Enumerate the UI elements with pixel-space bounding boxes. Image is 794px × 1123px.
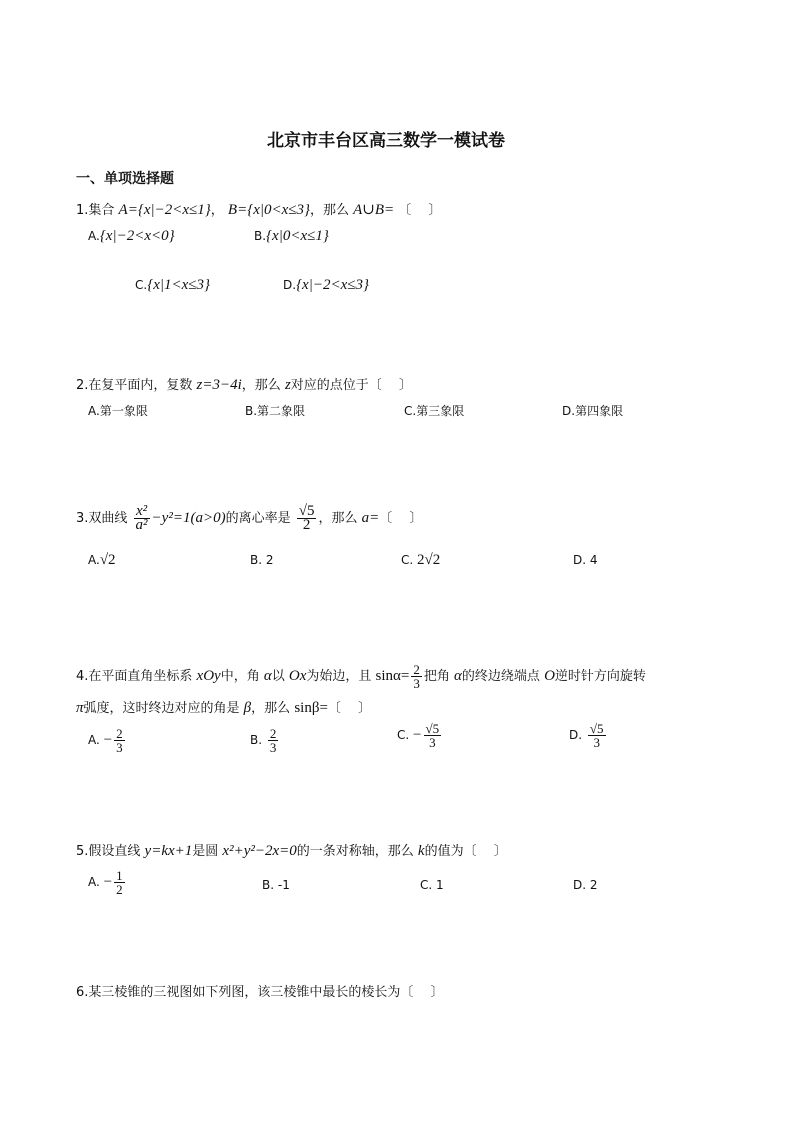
q4-text-f: 逆时针方向旋转 <box>554 669 646 684</box>
option-label: D. <box>562 404 576 418</box>
q3-option-b[interactable] <box>250 551 274 569</box>
fraction-numerator: √5 <box>425 721 440 736</box>
q3-option-c[interactable] <box>401 551 440 569</box>
option-text: {x|0<x≤1} <box>266 228 329 244</box>
q3-then: ，那么 <box>318 511 358 526</box>
q3-option-d[interactable] <box>573 551 598 569</box>
q5-option-a[interactable] <box>88 869 127 896</box>
q1-sep: ， <box>210 203 224 218</box>
q4-xoy: xOy <box>196 668 221 684</box>
fraction-numerator: √5 <box>298 503 315 519</box>
option-label: B. <box>254 229 267 243</box>
q1-set-a: A={x|−2<x≤1} <box>118 202 211 218</box>
fraction-numerator: 2 <box>269 726 277 741</box>
question-4-stem-line2 <box>76 699 371 718</box>
q1-option-d[interactable] <box>283 276 369 294</box>
q1-option-a[interactable] <box>88 227 175 245</box>
q5-var: k <box>417 843 425 859</box>
option-label: C. <box>420 878 433 892</box>
fraction-denominator: 3 <box>413 676 420 691</box>
q4-sinb: sinβ= <box>294 700 328 716</box>
option-text: 2 <box>265 553 274 567</box>
q3-expr: −y²=1(a>0) <box>151 510 226 526</box>
q4-text-c: 为始边，且 <box>306 669 372 684</box>
fraction-numerator: 2 <box>116 726 123 741</box>
question-1-stem <box>76 201 441 220</box>
fraction-denominator: a² <box>135 517 148 533</box>
q4-line2: 弧度，这时终边对应的角是 <box>83 701 240 716</box>
option-label: B. <box>262 878 275 892</box>
q3-option-a[interactable] <box>88 551 116 569</box>
q1-then: ，那么 <box>309 203 349 218</box>
q5-mid: 是圆 <box>192 844 219 859</box>
option-text: -1 <box>277 878 290 892</box>
q4-option-a[interactable] <box>88 727 127 754</box>
option-text: 第二象限 <box>257 404 306 418</box>
option-text: {x|−2<x≤3} <box>296 277 369 293</box>
q4-text-b: 以 <box>271 669 285 684</box>
option-sign: − <box>103 874 113 890</box>
option-label: B. <box>250 553 263 567</box>
q5-option-b[interactable] <box>262 876 290 894</box>
option-label: D. <box>569 728 583 742</box>
q3-mid: 的离心率是 <box>225 511 291 526</box>
option-fraction <box>114 727 125 754</box>
q4-sin-fraction <box>411 663 422 690</box>
option-label: C. <box>397 728 410 742</box>
option-text: 4 <box>589 553 598 567</box>
q4-pi: π <box>76 700 84 716</box>
fraction-denominator: 2 <box>116 882 123 897</box>
q4-option-d[interactable] <box>569 722 608 749</box>
option-label: A. <box>88 733 100 747</box>
fraction-numerator: 2 <box>413 662 420 677</box>
q5-suffix: 的值为〔 〕 <box>424 844 507 859</box>
option-fraction <box>588 722 606 749</box>
option-text: 第一象限 <box>99 404 148 418</box>
q1-option-b[interactable] <box>254 227 329 245</box>
q3-fraction <box>134 505 150 532</box>
q1-paren: 〔 〕 <box>398 203 442 218</box>
q2-expr: z=3−4i <box>196 377 242 393</box>
option-text: {x|−2<x<0} <box>99 228 175 244</box>
q3-paren: 〔 〕 <box>379 511 423 526</box>
q3-prefix: 3.双曲线 <box>76 511 128 526</box>
q2-suffix: 对应的点位于〔 〕 <box>290 378 412 393</box>
fraction-numerator: x² <box>134 505 150 519</box>
option-label: C. <box>404 404 417 418</box>
fraction-denominator: 3 <box>593 735 600 750</box>
q1-expr: A∪B= <box>353 202 395 218</box>
option-label: D. <box>573 553 587 567</box>
q4-option-c[interactable] <box>397 722 443 749</box>
option-label: D. <box>573 878 587 892</box>
q5-line: y=kx+1 <box>144 843 193 859</box>
q2-option-d[interactable] <box>562 402 623 420</box>
q4-sin: sinα= <box>375 668 410 684</box>
q5-prefix: 5.假设直线 <box>76 844 141 859</box>
q4-text-d: 把角 <box>423 669 450 684</box>
q1-option-c[interactable] <box>135 276 210 294</box>
option-label: C. <box>401 553 414 567</box>
fraction-denominator: 3 <box>116 740 123 755</box>
option-label: B. <box>245 404 258 418</box>
q4-beta: β <box>243 700 252 716</box>
option-text: 第三象限 <box>416 404 465 418</box>
question-6-stem: 6.某三棱锥的三视图如下列图，该三棱锥中最长的棱长为〔 〕 <box>76 985 444 1000</box>
question-5-stem <box>76 842 507 861</box>
option-label: B. <box>250 733 263 747</box>
q4-ox: Ox <box>288 668 307 684</box>
section-heading: 一、单项选择题 <box>76 171 174 187</box>
option-text: √2 <box>99 552 116 568</box>
fraction-denominator: 2 <box>302 517 311 533</box>
option-fraction <box>268 727 279 754</box>
q1-set-b: B={x|0<x≤3} <box>227 202 310 218</box>
fraction-numerator: √5 <box>589 721 604 736</box>
q4-option-b[interactable] <box>250 727 280 754</box>
q2-mid: ，那么 <box>241 378 281 393</box>
question-3-stem <box>76 503 422 534</box>
option-label: D. <box>283 278 297 292</box>
q3-var: a= <box>361 510 380 526</box>
q5-circle: x²+y²−2x=0 <box>222 843 297 859</box>
fraction-numerator: 1 <box>116 868 123 883</box>
q4-then: ，那么 <box>251 701 291 716</box>
option-label: A. <box>88 404 100 418</box>
option-sign: − <box>413 727 422 743</box>
option-sign: − <box>103 732 113 748</box>
q2-option-c[interactable] <box>404 402 464 420</box>
q4-paren: 〔 〕 <box>327 701 372 716</box>
q4-text-e: 的终边绕端点 <box>461 669 540 684</box>
question-2-stem <box>76 376 412 395</box>
q2-var: z <box>284 377 291 393</box>
q3-eccentricity <box>297 505 317 532</box>
option-text: {x|1<x≤3} <box>147 277 210 293</box>
option-fraction <box>114 869 125 896</box>
q4-alpha: α <box>263 668 272 684</box>
option-label: A. <box>88 875 100 889</box>
option-text: 1 <box>436 878 444 892</box>
option-text: 第四象限 <box>575 404 624 418</box>
option-label: C. <box>135 278 148 292</box>
fraction-denominator: 3 <box>269 740 277 755</box>
q1-prefix: 1.集合 <box>76 203 115 218</box>
q4-alpha-2: α <box>454 668 462 684</box>
fraction-denominator: 3 <box>429 735 436 750</box>
q2-prefix: 2.在复平面内，复数 <box>76 378 193 393</box>
q4-o: O <box>544 668 555 684</box>
q5-mid2: 的一条对称轴，那么 <box>296 844 414 859</box>
page-title: 北京市丰台区高三数学一模试卷 <box>267 131 505 151</box>
q2-option-b[interactable] <box>245 402 305 420</box>
question-4-stem-line1 <box>76 661 646 692</box>
q5-option-d[interactable] <box>573 876 598 894</box>
q2-option-a[interactable] <box>88 402 148 420</box>
option-fraction <box>424 722 442 749</box>
q4-prefix: 4.在平面直角坐标系 <box>76 669 193 684</box>
option-text: 2 <box>589 878 598 892</box>
option-label: A. <box>88 229 100 243</box>
option-text: 2√2 <box>417 552 441 568</box>
q4-text-a: 中，角 <box>220 669 260 684</box>
option-label: A. <box>88 553 100 567</box>
q5-option-c[interactable] <box>420 876 444 894</box>
